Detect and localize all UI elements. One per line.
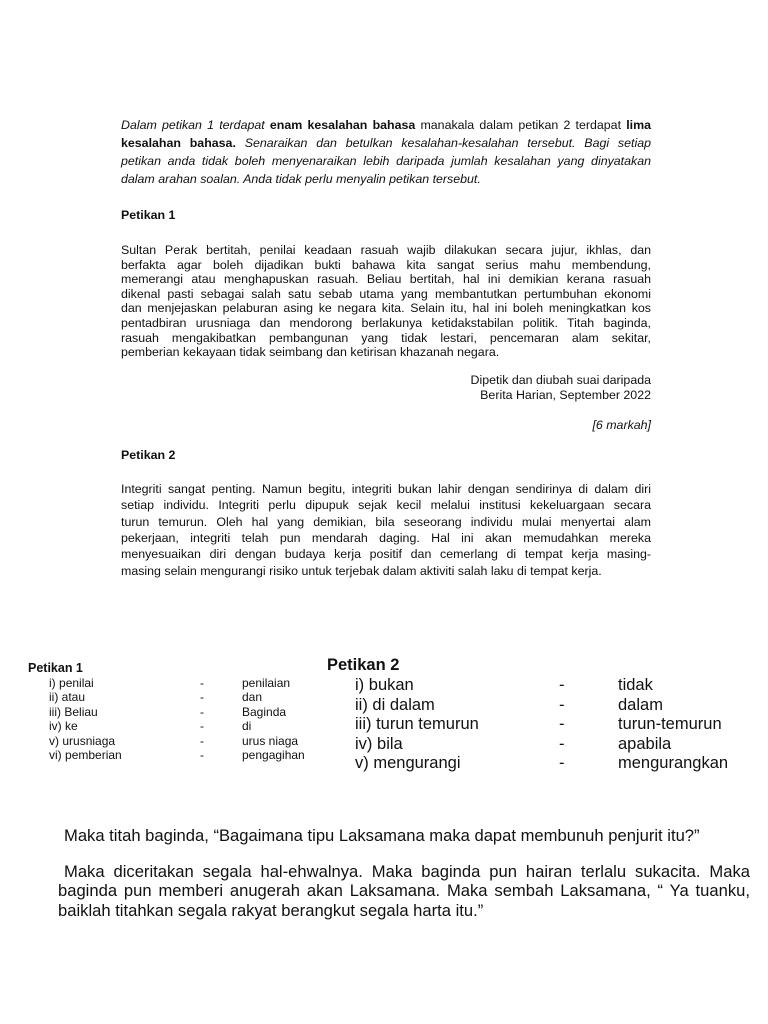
- answer-correction: turun-temurun: [618, 715, 722, 733]
- petikan2-line: menyesuaikan diri dengan budaya kerja positif dan cemerlang di tempat kerja masing-: [121, 547, 651, 562]
- answer-text: v) mengurangi: [355, 754, 461, 772]
- answer-row: [327, 715, 722, 735]
- petikan1-passage: [121, 243, 651, 360]
- answer-correction: dalam: [618, 695, 663, 714]
- answer-correction: mengurangkan: [618, 754, 729, 772]
- exam-question: [121, 116, 651, 610]
- answer-row: [28, 690, 263, 705]
- answer-correction: penilaian: [242, 675, 291, 690]
- answer-text: i) penilai: [49, 675, 94, 690]
- answer-text: iv) ke: [49, 719, 78, 733]
- petikan1-line: rasuah mengakibatkan pembangunan yang tidak lestari, pencemaran alam sekitar,: [121, 330, 651, 345]
- petikan2-line: Integriti sangat penting. Namun begitu, integriti bukan lahir dengan sendirinya di dalam diri: [121, 481, 651, 496]
- answers1-title: Petikan 1: [28, 661, 83, 675]
- answer-dash: -: [200, 690, 204, 704]
- answer-dash: -: [559, 676, 565, 694]
- hikayat-excerpt: [58, 826, 750, 920]
- answer-dash: -: [200, 719, 204, 733]
- instructions-bold1: enam kesalahan bahasa: [269, 118, 416, 132]
- petikan1-line: dan menjejaskan pelaburan asing ke negara kita. Selain itu, hal ini boleh meningkatkan kos: [121, 301, 651, 316]
- answer-correction: pengagihan: [242, 748, 305, 762]
- answer-dash: -: [200, 748, 204, 762]
- instructions-part1: Dalam petikan 1 terdapat: [121, 118, 270, 132]
- answer-text: i) bukan: [355, 676, 414, 694]
- petikan1-line: Sultan Perak bertitah, penilai keadaan rasuah wajib dilakukan secara jujur, ikhlas, dan: [121, 243, 651, 257]
- cropped-edge: [0, 578, 768, 638]
- petikan2-passage: [121, 481, 651, 579]
- answer-row: [28, 733, 299, 749]
- answer-row: [28, 748, 305, 763]
- answer-text: iii) Beliau: [49, 704, 98, 719]
- story-line: baginda pun memberi anugerah akan Laksamana. Maka sembah Laksamana, “ Ya tuanku,: [58, 881, 750, 900]
- answer-dash: -: [200, 704, 204, 719]
- answer-text: v) urusniaga: [49, 733, 116, 748]
- answer-correction: dan: [242, 690, 263, 704]
- instructions-part2: manakala dalam petikan 2 terdapat: [415, 118, 627, 132]
- petikan2-line: turun temurun. Oleh hal yang demikian, bila seseorang individu mulai menyertai alam: [121, 514, 651, 529]
- story-line: baiklah titahkan segala rakyat berangkut segala harta itu.”: [58, 900, 484, 920]
- answer-dash: -: [559, 715, 565, 733]
- answer-text: iv) bila: [355, 734, 403, 753]
- instructions: [121, 116, 651, 188]
- answer-text: ii) di dalam: [355, 695, 435, 714]
- answer-correction: tidak: [618, 676, 653, 694]
- petikan2-line: pekerjaan, integriti telah pun mendarah daging. Hal ini akan memudahkan mereka: [121, 530, 651, 545]
- story-paragraph: [58, 862, 750, 921]
- answer-row: [28, 719, 252, 734]
- answer-text: iii) turun temurun: [355, 715, 479, 733]
- answer-dash: -: [559, 695, 565, 714]
- petikan2-line: setiap individu. Integriti perlu dipupuk sejak kecil melalui institusi kekeluargaan secara: [121, 498, 651, 513]
- instructions-bold2: lima kesalahan bahasa.: [121, 118, 652, 150]
- petikan2-heading: Petikan 2: [121, 447, 176, 462]
- answer-row: [327, 676, 653, 696]
- answers-petikan1: [28, 661, 305, 763]
- answer-text: ii) atau: [49, 690, 86, 704]
- petikan1-line: berfakta agar boleh dijadikan bukti bahawa kita sangat serius mahu membendung,: [121, 257, 651, 272]
- answer-correction: apabila: [618, 734, 672, 753]
- petikan1-line: memerangi atau menghapuskan rasuah. Beliau bertitah, hal ini demikian kerana rasuah: [121, 272, 651, 287]
- answer-dash: -: [559, 734, 565, 753]
- petikan1-marks: [6 markah]: [592, 417, 651, 432]
- answers2-title: Petikan 2: [327, 656, 400, 674]
- answer-dash: -: [200, 675, 204, 690]
- answer-correction: urus niaga: [242, 733, 299, 748]
- answers-petikan2: [327, 656, 729, 774]
- story-line: Maka diceritakan segala hal-ehwalnya. Maka baginda pun hairan terlalu sukacita. Maka: [64, 861, 750, 881]
- answer-row: [327, 734, 672, 755]
- answer-dash: -: [200, 733, 204, 748]
- petikan1-heading: Petikan 1: [121, 208, 176, 222]
- petikan1-line: dikenal pasti sebagai salah satu sebab utama yang membantutkan pertumbuhan ekonomi: [121, 286, 651, 301]
- story-quote: Maka titah baginda, “Bagaimana tipu Laksamana maka dapat membunuh penjurit itu?”: [64, 826, 700, 845]
- answer-correction: di: [242, 719, 252, 733]
- petikan2-line: masing selain mengurangi risiko untuk terjebak dalam aktiviti salah laku di tempat kerja.: [121, 563, 602, 578]
- petikan1-line: pentadbiran urusniaga dan mendorong berlakunya ketidakstabilan politik. Titah baginda,: [121, 315, 651, 330]
- answer-row: [28, 704, 287, 720]
- petikan1-source-line1: Dipetik dan diubah suai daripada: [470, 372, 651, 387]
- answer-dash: -: [559, 754, 565, 772]
- answer-row: [327, 695, 663, 716]
- answer-row: [28, 675, 291, 691]
- answer-correction: Baginda: [242, 704, 287, 719]
- answer-row: [327, 754, 729, 774]
- answer-text: vi) pemberian: [49, 748, 122, 762]
- petikan1-line: pemberian kekayaan tidak seimbang dan ketirisan khazanah negara.: [121, 345, 500, 360]
- petikan1-source-line2: Berita Harian, September 2022: [480, 387, 651, 402]
- instructions-part3: Senaraikan dan betulkan kesalahan-kesalahan tersebut. Bagi setiap petikan anda tidak boleh menyenaraikan lebih daripada jumlah kesalahan yang dinyatakan dalam arahan soalan. Anda tidak perlu menyalin petikan tersebut.: [121, 136, 651, 186]
